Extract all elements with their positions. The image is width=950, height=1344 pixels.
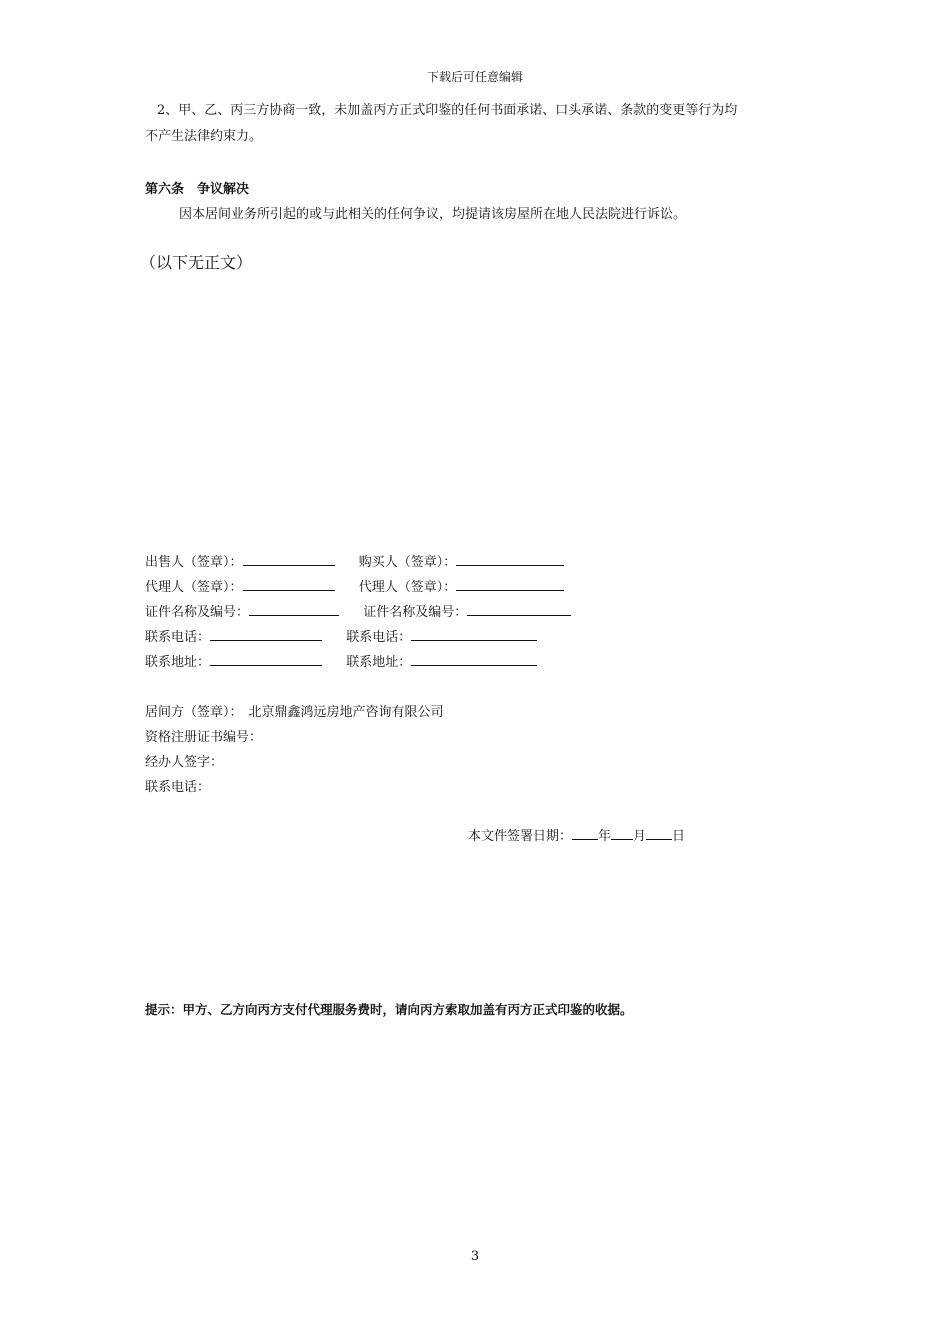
address-right-label: 联系地址：	[346, 655, 412, 670]
no-more-text-note: （以下无正文）	[140, 253, 253, 272]
phone-right-label: 联系电话：	[346, 630, 412, 645]
agent-left-label: 代理人（签章）：	[145, 580, 243, 595]
agent-right-label: 代理人（签章）：	[358, 580, 457, 595]
phone-left-label: 联系电话：	[145, 630, 211, 645]
signing-date	[468, 825, 685, 844]
address-left-line	[210, 651, 322, 666]
broker-row	[145, 701, 444, 720]
seller-buyer-row	[145, 551, 564, 570]
agent-right-signature-line	[456, 576, 564, 591]
id-left-label: 证件名称及编号：	[145, 605, 250, 620]
buyer-signature-line	[456, 551, 564, 566]
broker-cert-label: 资格注册证书编号：	[145, 730, 263, 745]
id-row	[145, 601, 571, 620]
phone-left-line	[210, 626, 322, 641]
page-number: 3	[470, 1249, 480, 1264]
buyer-label: 购买人（签章）：	[358, 555, 457, 570]
agent-left-signature-line	[243, 576, 335, 591]
address-row	[145, 651, 537, 670]
clause-2-line-1: 2、甲、乙、丙三方协商一致，未加盖丙方正式印鉴的任何书面承诺、口头承诺、条款的变更等行为均	[157, 103, 738, 118]
year-label: 年	[598, 829, 612, 844]
broker-handler-label: 经办人签字：	[145, 755, 224, 770]
clause-2-paragraph	[145, 98, 825, 150]
broker-label: 居间方（签章）：	[145, 705, 243, 720]
seller-signature-line	[243, 551, 335, 566]
article-6-body: 因本居间业务所引起的或与此相关的任何争议，均提请该房屋所在地人民法院进行诉讼。	[179, 207, 687, 222]
phone-right-line	[411, 626, 537, 641]
clause-2-line-2: 不产生法律约束力。	[145, 129, 263, 144]
id-right-line	[467, 601, 571, 616]
page-header: 下载后可任意编辑	[426, 70, 523, 84]
id-right-label: 证件名称及编号：	[363, 605, 468, 620]
broker-company: 北京鼎鑫鸿远房地产咨询有限公司	[248, 705, 444, 720]
address-right-line	[411, 651, 537, 666]
address-left-label: 联系地址：	[145, 655, 211, 670]
agent-row	[145, 576, 564, 595]
article-6-title: 第六条 争议解决	[145, 182, 250, 197]
day-label: 日	[672, 829, 686, 844]
id-left-line	[249, 601, 339, 616]
phone-row	[145, 626, 537, 645]
notice-text: 提示：甲方、乙方向丙方支付代理服务费时，请向丙方索取加盖有丙方正式印鉴的收据。	[145, 1002, 633, 1017]
signing-date-label: 本文件签署日期：	[468, 829, 573, 844]
seller-label: 出售人（签章）：	[145, 555, 243, 570]
day-blank	[646, 825, 672, 840]
year-blank	[572, 825, 598, 840]
month-label: 月	[633, 829, 647, 844]
broker-phone-label: 联系电话：	[145, 780, 211, 795]
month-blank	[611, 825, 633, 840]
